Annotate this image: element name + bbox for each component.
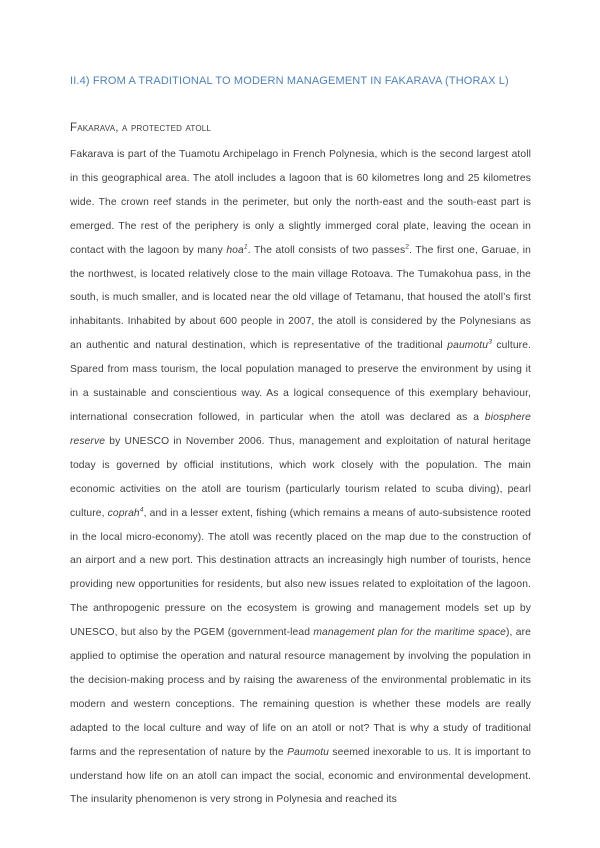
body-paragraph: Fakarava is part of the Tuamotu Archipelago in French Polynesia, which is the second largest atoll in this geographical area. The atoll includes a lagoon that is 60 kilometres long and 25 kilometres wide. The crown reef stands in the perimeter, but only the north-east and the south-east part is emerged. The rest of the periphery is only a slightly immerged coral plate, leaving the ocean in contact with the lagoon by many hoa$^1$. The atoll consists of two passes$^2$. The first one, Garuae, in the northwest, is located relatively close to the main village Rotoava. The Tumakohua pass, in the south, is much smaller, and is located near the old village of Tetamanu, that housed the atoll’s first inhabitants. Inhabited by about 600 people in 2007, the atoll is considered by the Polynesians as an authentic and natural destination, which is representative of the traditional paumotu$^3$ culture. Spared from mass tourism, the local population managed to preserve the environment by using it in a sustainable and conscientious way. As a logical consequence of this exemplary behaviour, international consecration followed, in particular when the atoll was declared as a biosphere reserve by UNESCO in November 2006. Thus, management and exploitation of natural heritage today is governed by official institutions, which work closely with the population. The main economic activities on the atoll are tourism (particularly tourism related to scuba diving), pearl culture, coprah$^4$, and in a lesser extent, fishing (which remains a means of auto-subsistence rooted in the local micro-economy). The atoll was recently placed on the map due to the construction of an airport and a new port. This destination attracts an increasingly high number of tourists, hence providing new opportunities for residents, but also new issues related to exploitation of the lagoon. The anthropogenic pressure on the ecosystem is growing and management models set up by UNESCO, but also by the PGEM (government-lead management plan for the maritime space), are applied to optimise the operation and natural resource management by involving the population in the decision-making process and by raising the awareness of the environmental problematic in its modern and western conceptions. The remaining question is whether these models are really adapted to the local culture and way of life on an atoll or not? That is why a study of traditional farms and the representation of nature by the Paumotu seemed inexorable to us. It is important to understand how life on an atoll can impact the social, economic and environmental development. The insularity phenomenon is very strong in Polynesia and reached its [70,149,532,806]
chapter-heading: II.4) FROM A TRADITIONAL TO MODERN MANAGEMENT IN FAKARAVA (THORAX L) [70,75,509,87]
section-subheading: Fakarava, a protected atoll [70,122,212,134]
